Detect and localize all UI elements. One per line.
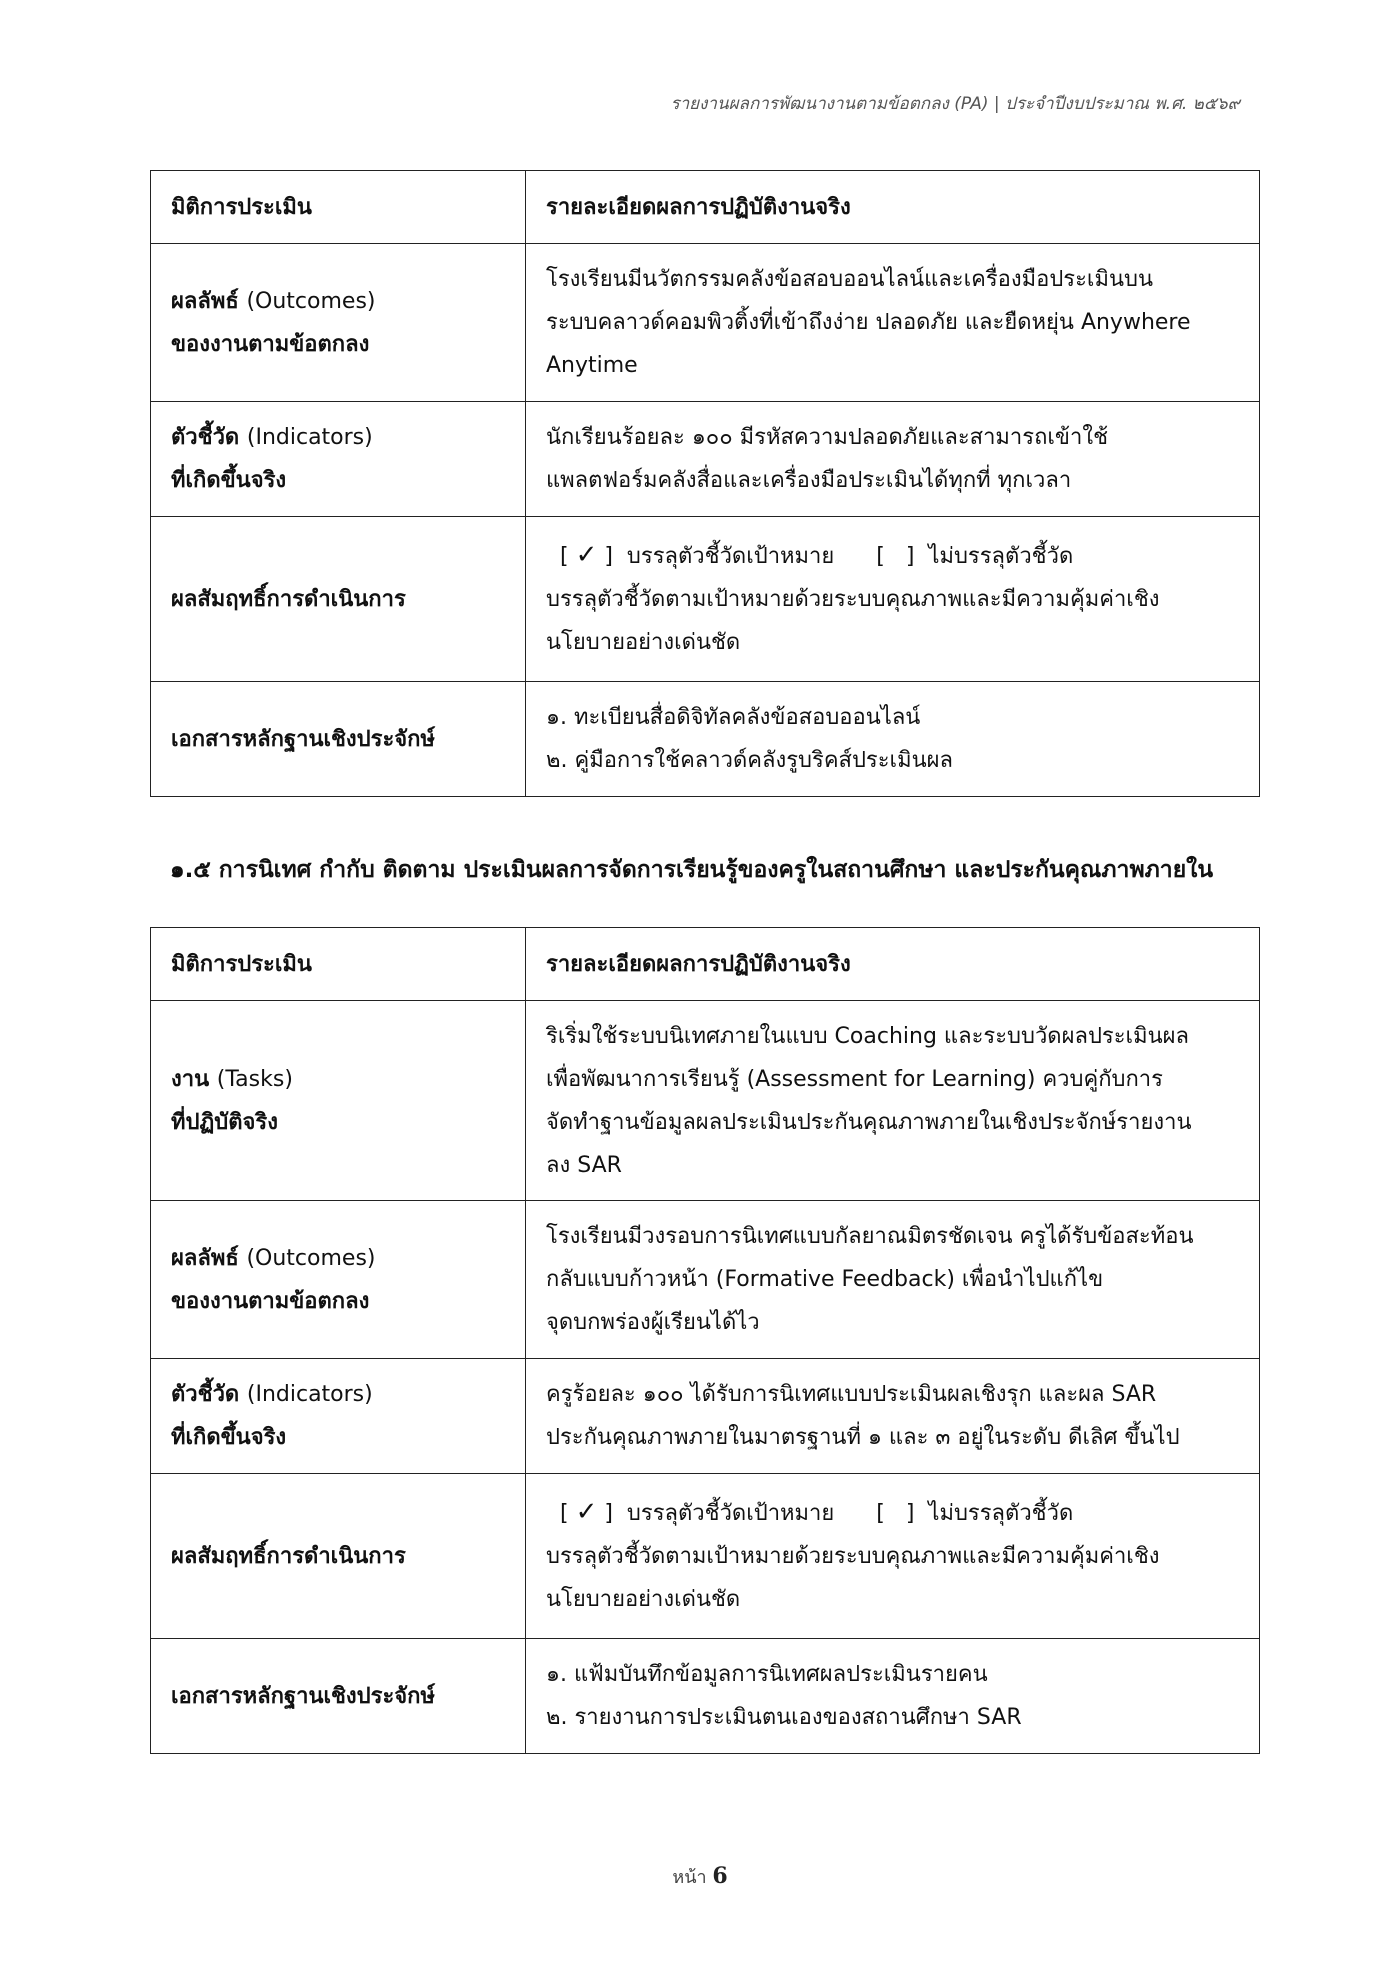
- detail-line: เพื่อพัฒนาการเรียนรู้ (Assessment for Learning) ควบคู่กับการ: [546, 1066, 1163, 1092]
- row-label-sub: ของงานตามข้อตกลง: [171, 1288, 370, 1314]
- detail-line: บรรลุตัวชี้วัดตามเป้าหมายด้วยระบบคุณภาพและมีความคุ้มค่าเชิง: [546, 1544, 1160, 1569]
- row-label-main: งาน: [171, 1066, 217, 1092]
- row-label: [151, 1359, 526, 1474]
- column-header-dimension: มิติการประเมิน: [151, 928, 526, 1001]
- row-label-sub: ที่เกิดขึ้นจริง: [171, 1425, 287, 1450]
- row-label: [151, 1201, 526, 1359]
- table-row-indicators: [151, 1359, 1260, 1474]
- row-label-main: ผลสัมฤทธิ์การดำเนินการ: [171, 586, 406, 612]
- detail-line: ระบบคลาวด์คอมพิวติ้งที่เข้าถึงง่าย ปลอดภัย และยืดหยุ่น Anywhere: [546, 310, 1191, 335]
- detail-line: จัดทำฐานข้อมูลผลประเมินประกันคุณภาพภายในเชิงประจักษ์รายงาน: [546, 1109, 1192, 1135]
- page-label: หน้า: [672, 1867, 713, 1888]
- checkmark-icon: ✓: [575, 540, 598, 570]
- row-label-en: (Indicators): [246, 1382, 373, 1407]
- table-row-evidence: [151, 1639, 1260, 1754]
- row-label-main: เอกสารหลักฐานเชิงประจักษ์: [171, 726, 435, 752]
- table-row-achievement: [151, 517, 1260, 682]
- row-label-main: ผลสัมฤทธิ์การดำเนินการ: [171, 1543, 406, 1569]
- detail-line: ๑. แฟ้มบันทึกข้อมูลการนิเทศผลประเมินรายคน: [546, 1662, 988, 1687]
- page-footer: [0, 1862, 1400, 1891]
- row-label-en: (Indicators): [246, 425, 373, 450]
- detail-line: กลับแบบก้าวหน้า (Formative Feedback) เพื่อนำไปแก้ไข: [546, 1267, 1104, 1292]
- detail-line: นโยบายอย่างเด่นชัด: [546, 1587, 741, 1612]
- row-detail: [526, 682, 1260, 797]
- row-detail: [526, 517, 1260, 682]
- table-header-row: [151, 928, 1260, 1001]
- table-row-evidence: [151, 682, 1260, 797]
- detail-line: จุดบกพร่องผู้เรียนได้ไว: [546, 1310, 760, 1335]
- column-header-detail: รายละเอียดผลการปฏิบัติงานจริง: [526, 928, 1260, 1001]
- checkbox-bracket: [: [546, 1501, 576, 1526]
- row-detail: [526, 1639, 1260, 1754]
- detail-line: ประกันคุณภาพภายในมาตรฐานที่ ๑ และ ๓ อยู่ในระดับ ดีเลิศ ขึ้นไป: [546, 1425, 1180, 1450]
- row-detail: [526, 1474, 1260, 1639]
- row-label: [151, 402, 526, 517]
- checkbox-bracket: [: [546, 544, 576, 569]
- row-detail: [526, 244, 1260, 402]
- row-label: [151, 244, 526, 402]
- row-label: [151, 1474, 526, 1639]
- row-label-en: (Tasks): [216, 1066, 293, 1092]
- row-label-main: ผลลัพธ์: [171, 1245, 247, 1271]
- row-label-main: ตัวชี้วัด: [171, 425, 247, 450]
- detail-line: โรงเรียนมีนวัตกรรมคลังข้อสอบออนไลน์และเครื่องมือประเมินบน: [546, 267, 1153, 292]
- detail-line: แพลตฟอร์มคลังสื่อและเครื่องมือประเมินได้ทุกที่ ทุกเวลา: [546, 468, 1072, 493]
- row-label-sub: ของงานตามข้อตกลง: [171, 331, 370, 357]
- checkmark-icon: ✓: [575, 1497, 598, 1527]
- row-label-main: ตัวชี้วัด: [171, 1382, 247, 1407]
- row-detail: [526, 1359, 1260, 1474]
- row-detail: [526, 402, 1260, 517]
- detail-line: ครูร้อยละ ๑๐๐ ได้รับการนิเทศแบบประเมินผลเชิงรุก และผล SAR: [546, 1382, 1157, 1407]
- table-row-achievement: [151, 1474, 1260, 1639]
- row-label: [151, 1001, 526, 1201]
- row-label-en: (Outcomes): [246, 1245, 376, 1271]
- row-label: [151, 682, 526, 797]
- column-header-dimension: มิติการประเมิน: [151, 171, 526, 244]
- table-row-indicators: [151, 402, 1260, 517]
- table-row-tasks: [151, 1001, 1260, 1201]
- evaluation-table-1: [150, 170, 1260, 797]
- checkbox-options-text: ] บรรลุตัวชี้วัดเป้าหมาย [ ] ไม่บรรลุตัวชี้วัด: [597, 1501, 1074, 1526]
- row-label-sub: ที่เกิดขึ้นจริง: [171, 468, 287, 493]
- detail-line: ลง SAR: [546, 1152, 622, 1178]
- detail-line: ๒. คู่มือการใช้คลาวด์คลังรูบริคส์ประเมินผล: [546, 748, 953, 773]
- detail-line: Anytime: [546, 353, 638, 378]
- row-label: [151, 1639, 526, 1754]
- table-header-row: [151, 171, 1260, 244]
- section-heading: ๑.๕ การนิเทศ กำกับ ติดตาม ประเมินผลการจัดการเรียนรู้ของครูในสถานศึกษา และประกันคุณภาพภายใน: [170, 857, 1214, 883]
- column-header-detail: รายละเอียดผลการปฏิบัติงานจริง: [526, 171, 1260, 244]
- row-label-main: เอกสารหลักฐานเชิงประจักษ์: [171, 1683, 435, 1709]
- row-label: [151, 517, 526, 682]
- checkbox-options-text: ] บรรลุตัวชี้วัดเป้าหมาย [ ] ไม่บรรลุตัวชี้วัด: [597, 544, 1074, 569]
- table-row-outcomes: [151, 1201, 1260, 1359]
- detail-line: โรงเรียนมีวงรอบการนิเทศแบบกัลยาณมิตรชัดเจน ครูได้รับข้อสะท้อน: [546, 1224, 1194, 1249]
- achievement-checkbox-line: [546, 1491, 1239, 1535]
- row-label-main: ผลลัพธ์: [171, 288, 247, 314]
- achievement-checkbox-line: [546, 534, 1239, 578]
- detail-line: นักเรียนร้อยละ ๑๐๐ มีรหัสความปลอดภัยและสามารถเข้าใช้: [546, 425, 1108, 450]
- detail-line: บรรลุตัวชี้วัดตามเป้าหมายด้วยระบบคุณภาพและมีความคุ้มค่าเชิง: [546, 587, 1160, 612]
- detail-line: ๑. ทะเบียนสื่อดิจิทัลคลังข้อสอบออนไลน์: [546, 705, 921, 730]
- row-detail: [526, 1201, 1260, 1359]
- page-number: 6: [712, 1863, 728, 1889]
- detail-line: ๒. รายงานการประเมินตนเองของสถานศึกษา SAR: [546, 1705, 1022, 1730]
- detail-line: นโยบายอย่างเด่นชัด: [546, 630, 741, 655]
- table-row-outcomes: [151, 244, 1260, 402]
- evaluation-table-2: [150, 927, 1260, 1754]
- detail-line: ริเริ่มใช้ระบบนิเทศภายในแบบ Coaching และระบบวัดผลประเมินผล: [546, 1023, 1189, 1049]
- row-label-en: (Outcomes): [246, 288, 376, 314]
- row-label-sub: ที่ปฏิบัติจริง: [171, 1109, 278, 1135]
- page-header: รายงานผลการพัฒนางานตามข้อตกลง (PA) | ประจำปีงบประมาณ พ.ศ. ๒๕๖๙: [670, 94, 1240, 114]
- row-detail: [526, 1001, 1260, 1201]
